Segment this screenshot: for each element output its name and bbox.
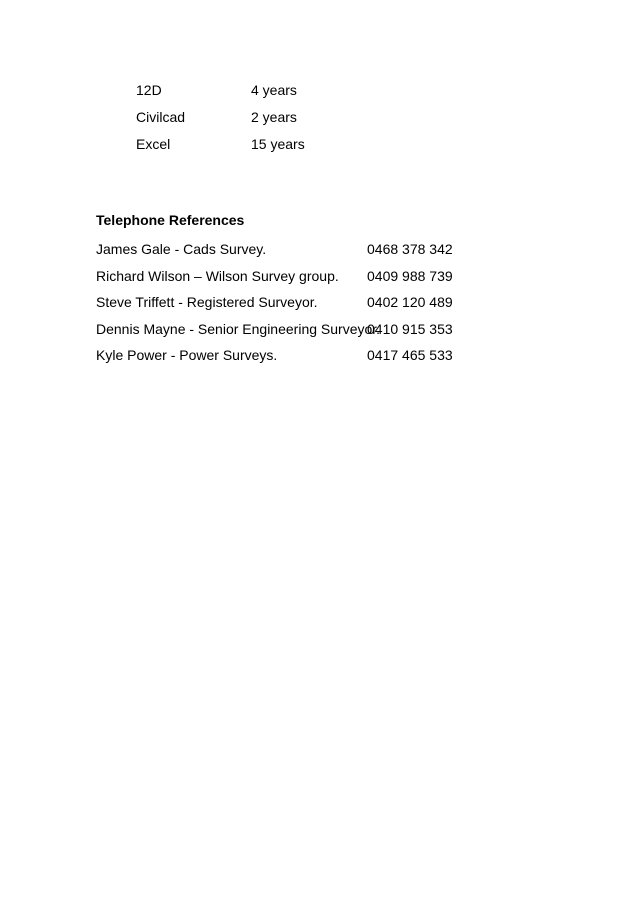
reference-name: Dennis Mayne - Senior Engineering Surveyor. (96, 320, 381, 337)
telephone-references-section (96, 209, 477, 369)
skill-years: 4 years (251, 81, 297, 98)
skill-name: Excel (136, 135, 171, 152)
reference-row (96, 236, 477, 263)
reference-name: Richard Wilson – Wilson Survey group. (96, 267, 339, 284)
reference-row (96, 342, 477, 369)
reference-name: James Gale - Cads Survey. (96, 241, 267, 258)
skill-row (136, 76, 371, 103)
reference-row (96, 289, 477, 316)
skill-name: 12D (136, 81, 162, 98)
reference-name: Steve Triffett - Registered Surveyor. (96, 294, 318, 311)
section-heading: Telephone References (96, 212, 245, 228)
reference-phone: 0409 988 739 (367, 267, 453, 284)
skill-row (136, 130, 371, 157)
reference-phone: 0402 120 489 (367, 294, 453, 311)
reference-phone: 0417 465 533 (367, 347, 453, 364)
skill-years: 2 years (251, 108, 297, 125)
skill-years: 15 years (251, 135, 305, 152)
reference-name: Kyle Power - Power Surveys. (96, 347, 278, 364)
reference-row (96, 316, 477, 343)
reference-phone: 0410 915 353 (367, 320, 453, 337)
skill-name: Civilcad (136, 108, 186, 125)
reference-row (96, 263, 477, 290)
reference-phone: 0468 378 342 (367, 241, 453, 258)
software-skills-list (136, 76, 371, 157)
skill-row (136, 103, 371, 130)
